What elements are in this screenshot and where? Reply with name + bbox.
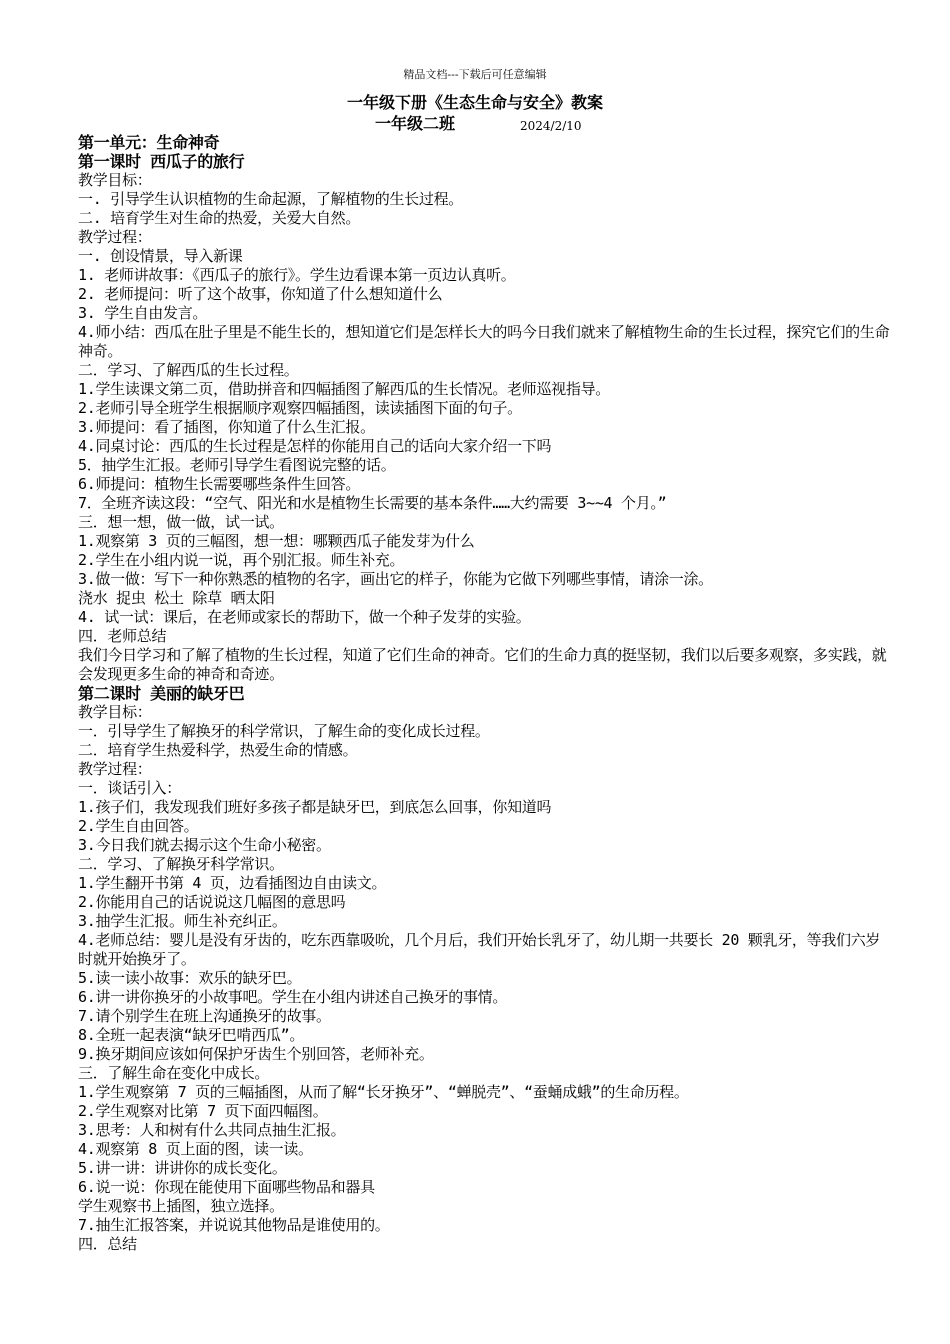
text-line: 7.请个别学生在班上沟通换牙的故事。 <box>78 1007 331 1025</box>
text-line: 5.读一读小故事：欢乐的缺牙巴。 <box>78 969 302 987</box>
text-line: 2. 老师提问：听了这个故事，你知道了什么想知道什么 <box>78 285 443 303</box>
text-line: 二．学习、了解换牙科学常识。 <box>78 855 284 873</box>
section-heading: 第一课时 西瓜子的旅行 <box>78 152 245 171</box>
text-line: 教学过程： <box>78 228 152 246</box>
text-line: 6.讲一讲你换牙的小故事吧。学生在小组内讲述自己换牙的事情。 <box>78 988 508 1006</box>
text-line: 三．了解生命在变化中成长。 <box>78 1064 270 1082</box>
text-line: 1. 老师讲故事：《西瓜子的旅行》。学生边看课本第一页边认真听。 <box>78 266 516 284</box>
text-line: 3. 学生自由发言。 <box>78 304 208 322</box>
text-line: 1.孩子们，我发现我们班好多孩子都是缺牙巴，到底怎么回事，你知道吗 <box>78 798 552 816</box>
section-heading: 第二课时 美丽的缺牙巴 <box>78 684 245 703</box>
text-line: 四．总结 <box>78 1235 137 1253</box>
text-line: 2.你能用自己的话说说这几幅图的意思吗 <box>78 893 346 911</box>
document-date: 2024/2/10 <box>520 119 582 133</box>
watermark-note: 精品文档---下载后可任意编辑 <box>403 68 547 81</box>
text-line: 3.思考：人和树有什么共同点抽生汇报。 <box>78 1121 346 1139</box>
text-line: 浇水 捉虫 松土 除草 晒太阳 <box>78 589 275 607</box>
text-line: 6.说一说：你现在能使用下面哪些物品和器具 <box>78 1178 375 1196</box>
text-line: 一. 引导学生认识植物的生命起源，了解植物的生长过程。 <box>78 190 463 208</box>
text-line: 学生观察书上插图，独立选择。 <box>78 1197 284 1215</box>
text-line: 1.学生观察第 7 页的三幅插图，从而了解“长牙换牙”、“蝉脱壳”、“蚕蛹成蛾”的生命历程。 <box>78 1083 689 1101</box>
text-line: 一. 创设情景，导入新课 <box>78 247 243 265</box>
lesson-plan-body <box>78 133 893 1254</box>
text-line: 二. 培育学生对生命的热爱，关爱大自然。 <box>78 209 361 227</box>
text-line: 4.观察第 8 页上面的图，读一读。 <box>78 1140 313 1158</box>
text-line: 2.学生自由回答。 <box>78 817 199 835</box>
text-line: 6.师提问：植物生长需要哪些条件生回答。 <box>78 475 361 493</box>
class-name: 一年级二班 <box>375 114 456 133</box>
text-line: 教学目标： <box>78 703 152 721</box>
text-line: 3.今日我们就去揭示这个生命小秘密。 <box>78 836 331 854</box>
text-line: 教学过程： <box>78 760 152 778</box>
text-line: 4.师小结：西瓜在肚子里是不能生长的，想知道它们是怎样长大的吗今日我们就来了解植物生命的生长过程，探究它们的生命神奇。 <box>78 323 890 360</box>
text-line: 5．抽学生汇报。老师引导学生看图说完整的话。 <box>78 456 396 474</box>
text-line: 1.学生翻开书第 4 页，边看插图边自由读文。 <box>78 874 387 892</box>
text-line: 2.学生在小组内说一说，再个别汇报。师生补充。 <box>78 551 405 569</box>
text-line: 我们今日学习和了解了植物的生长过程，知道了它们生命的神奇。它们的生命力真的挺坚韧，我们以后要多观察，多实践，就会发现更多生命的神奇和奇迹。 <box>78 646 887 683</box>
document-title: 一年级下册《生态生命与安全》教案 <box>346 93 603 112</box>
text-line: 7.抽生汇报答案，并说说其他物品是谁使用的。 <box>78 1216 390 1234</box>
text-line: 二．培育学生热爱科学，热爱生命的情感。 <box>78 741 358 759</box>
text-line: 5.讲一讲：讲讲你的成长变化。 <box>78 1159 287 1177</box>
text-line: 2.老师引导全班学生根据顺序观察四幅插图，读读插图下面的句子。 <box>78 399 522 417</box>
text-line: 7．全班齐读这段：“空气、阳光和水是植物生长需要的基本条件……大约需要 3~~4 个月。” <box>78 494 667 512</box>
text-line: 1.观察第 3 页的三幅图，想一想：哪颗西瓜子能发芽为什么 <box>78 532 475 550</box>
text-line: 3.抽学生汇报。师生补充纠正。 <box>78 912 287 930</box>
text-line: 9.换牙期间应该如何保护牙齿生个别回答，老师补充。 <box>78 1045 434 1063</box>
text-line: 3.师提问：看了插图，你知道了什么生汇报。 <box>78 418 375 436</box>
text-line: 8.全班一起表演“缺牙巴啃西瓜”。 <box>78 1026 305 1044</box>
text-line: 1.学生读课文第二页，借助拼音和四幅插图了解西瓜的生长情况。老师巡视指导。 <box>78 380 610 398</box>
text-line: 一．谈话引入： <box>78 779 181 797</box>
text-line: 4. 试一试：课后，在老师或家长的帮助下，做一个种子发芽的实验。 <box>78 608 531 626</box>
text-line: 三．想一想，做一做，试一试。 <box>78 513 284 531</box>
text-line: 2.学生观察对比第 7 页下面四幅图。 <box>78 1102 328 1120</box>
text-line: 一．引导学生了解换牙的科学常识，了解生命的变化成长过程。 <box>78 722 490 740</box>
section-heading: 第一单元：生命神奇 <box>78 133 220 152</box>
text-line: 二．学习、了解西瓜的生长过程。 <box>78 361 299 379</box>
text-line: 4.同桌讨论：西瓜的生长过程是怎样的你能用自己的话向大家介绍一下吗 <box>78 437 552 455</box>
text-line: 教学目标： <box>78 171 152 189</box>
text-line: 四．老师总结 <box>78 627 167 645</box>
text-line: 3.做一做：写下一种你熟悉的植物的名字，画出它的样子，你能为它做下列哪些事情，请涂一涂。 <box>78 570 713 588</box>
text-line: 4.老师总结：婴儿是没有牙齿的，吃东西靠吸吮，几个月后，我们开始长乳牙了，幼儿期一共要长 20 颗乳牙，等我们六岁时就开始换牙了。 <box>78 931 881 968</box>
